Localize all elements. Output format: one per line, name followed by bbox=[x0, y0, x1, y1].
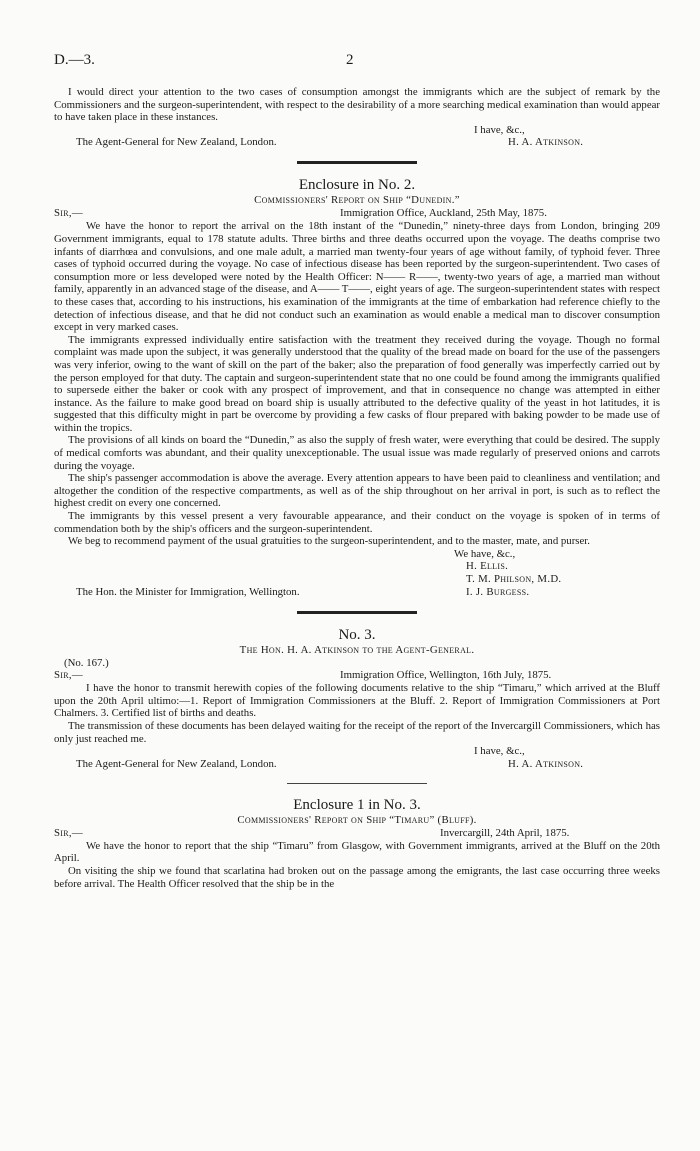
enclosure-subtitle: Commissioners' Report on Ship “Dunedin.” bbox=[254, 194, 460, 207]
salutation: Sir,— bbox=[54, 207, 84, 220]
letter-number: (No. 167.) bbox=[64, 656, 109, 669]
enclosure-title: Enclosure in No. 2. bbox=[298, 177, 416, 194]
page-header bbox=[54, 52, 660, 72]
dateline: Immigration Office, Wellington, 16th July, 1875. bbox=[340, 669, 552, 682]
body-paragraph: The immigrants by this vessel present a very favourable appearance, and their conduct on the voyage is spoken of in terms of commendation both by the ship's officers and the surgeon-superintendent. bbox=[54, 510, 660, 535]
salutation: Sir,— bbox=[54, 669, 84, 682]
enclosure-title: Enclosure 1 in No. 3. bbox=[293, 796, 421, 813]
body-paragraph: The provisions of all kinds on board the “Dunedin,” as also the supply of fresh water, were everything that could be desired. The supply of medical comforts was abundant, and their quality unexceptionable. The usual issue was made regularly of preserved onions and carrots during the voyage. bbox=[54, 434, 660, 472]
salutation: Sir,— bbox=[54, 826, 84, 839]
closing-line bbox=[54, 136, 660, 149]
body-paragraph: We have the honor to report the arrival on the 18th instant of the “Dunedin,” ninety-three days from London, bringing 209 Government immigrants, equal to 178 statute adults. Three births and three deaths occurred upon the voyage. The deaths comprise two infants of diarrhœa and convulsions, and one male adult, a married man twenty-four years of age without family, of typhoid fever. Three cases of typhoid occurred during the voyage. No case of infectious disease has been reported by the surgeon-superintendent. Two cases of consumption more or less developed were noted by the Health Officer: N—— R——, twenty-two years of age, a married man without family, apparently in an advanced stage of the disease, and A—— T——, eight years of age. The surgeon-superintendent states with respect to these cases that, according to his instructions, his examination of the immigrants at the time of embarkation had reference chiefly to the detection of infectious disease, and that he did not conduct such an examination as would enable a medical man to discover consumption except in very marked cases. bbox=[54, 220, 660, 334]
dateline: Invercargill, 24th April, 1875. bbox=[440, 826, 570, 839]
signatory: T. M. Philson, M.D. bbox=[466, 573, 562, 585]
body-paragraph: I have the honor to transmit herewith copies of the following documents relative to the ship “Timaru,” which arrived at the Bluff upon the 20th April ultimo:—1. Report of Immigration Commissioners at the Bluff. 2. Report of Immigration Commissioners at Port Chalmers. 3. Certified list of births and deaths. bbox=[54, 682, 660, 720]
addressee: The Agent-General for New Zealand, London. bbox=[76, 136, 277, 149]
section-title: No. 3. bbox=[338, 626, 376, 643]
section-divider bbox=[297, 611, 417, 614]
document-reference: D.—3. bbox=[54, 52, 95, 68]
page-number: 2 bbox=[346, 52, 354, 68]
addressee: The Agent-General for New Zealand, London. bbox=[76, 757, 277, 770]
closing-line bbox=[54, 586, 660, 599]
document-body bbox=[54, 86, 660, 890]
body-paragraph: We have the honor to report that the ship “Timaru” from Glasgow, with Government immigrants, arrived at the Bluff on the 20th April. bbox=[54, 839, 660, 865]
closing-salutation: I have, &c., bbox=[474, 123, 525, 136]
section-divider bbox=[287, 783, 427, 784]
body-paragraph: The transmission of these documents has been delayed waiting for the receipt of the report of the Invercargill Commissioners, which has only just reached me. bbox=[54, 719, 660, 745]
salutation-line bbox=[54, 827, 660, 840]
intro-paragraph: I would direct your attention to the two cases of consumption amongst the immigrants which are the subject of remark by the Commissioners and the surgeon-superintendent, with respect to the desirability of a more searching medical examination than would appear to have taken place in these instances. bbox=[54, 86, 660, 124]
body-paragraph: The immigrants expressed individually entire satisfaction with the treatment they received during the voyage. Though no formal complaint was made upon the subject, it was generally understood that the quality of the bread made on board for the use of the passengers was very inferior, owing to the want of skill on the part of the baker; also the preparation of food generally was imperfectly carried out by the person employed for that duty. The captain and surgeon-superintendent state that no one could be found among the immigrants qualified to supersede either the baker or cook with any prospect of improvement, and that in consequence no change was attempted in either instance. As the failure to make good bread on board ship is usually attributed to the defective quality of the yeast in hot latitudes, it is suggested that this difficulty might in part be overcome by providing a few casks of flour prepared with baking powder to be made use of within the tropics. bbox=[54, 333, 660, 434]
signature: H. A. Atkinson. bbox=[508, 757, 584, 770]
body-paragraph: We beg to recommend payment of the usual gratuities to the surgeon-superintendent, and to the master, mate, and purser. bbox=[68, 535, 590, 548]
closing-salutation: We have, &c., bbox=[454, 547, 516, 560]
closing-salutation: I have, &c., bbox=[474, 745, 525, 758]
signatory: I. J. Burgess. bbox=[466, 585, 530, 598]
salutation-line bbox=[54, 669, 660, 682]
signature: H. A. Atkinson. bbox=[508, 136, 584, 149]
section-divider bbox=[297, 161, 417, 164]
dateline: Immigration Office, Auckland, 25th May, 1875. bbox=[340, 207, 547, 220]
enclosure-subtitle: Commissioners' Report on Ship “Timaru” (Bluff). bbox=[237, 813, 477, 826]
addressee: The Hon. the Minister for Immigration, Wellington. bbox=[76, 585, 300, 598]
salutation-line bbox=[54, 207, 660, 220]
signature-block bbox=[54, 548, 660, 586]
closing-line bbox=[54, 758, 660, 771]
signatory: H. Ellis. bbox=[466, 560, 509, 573]
section-subtitle: The Hon. H. A. Atkinson to the Agent-General. bbox=[239, 643, 475, 656]
body-paragraph: The ship's passenger accommodation is above the average. Every attention appears to have been paid to cleanliness and ventilation; and altogether the condition of the respective compartments, as well as of the ship throughout on her arrival in port, is such as to reflect the highest credit on every one concerned. bbox=[54, 472, 660, 510]
body-paragraph: On visiting the ship we found that scarlatina had broken out on the passage among the emigrants, the last case occurring three weeks before arrival. The Health Officer resolved that the ship be in the bbox=[54, 864, 660, 890]
